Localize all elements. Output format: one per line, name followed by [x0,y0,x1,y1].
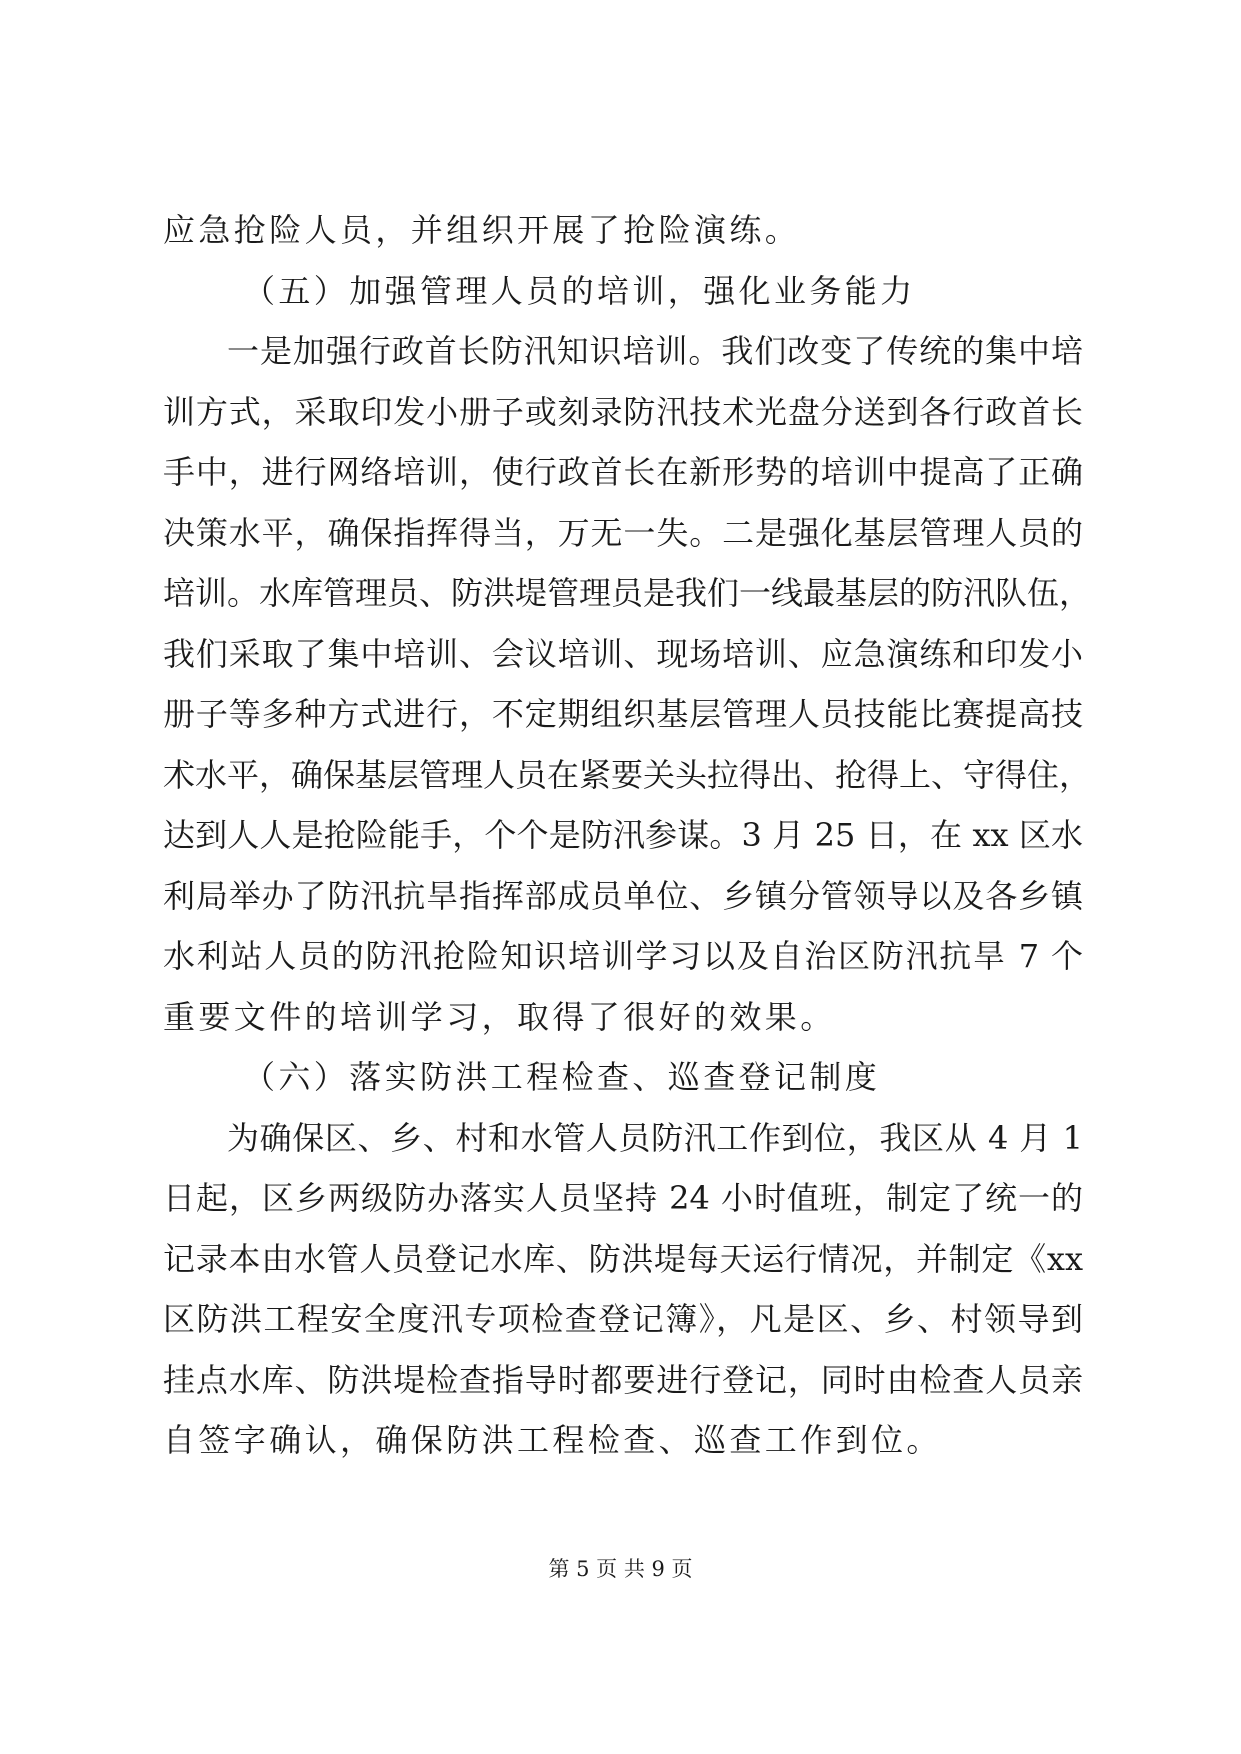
text-line: 自签字确认，确保防洪工程检查、巡查工作到位。 [163,1421,942,1459]
text-line: 应急抢险人员，并组织开展了抢险演练。 [163,211,801,249]
text-line: 记录本由水管人员登记水库、防洪堤每天运行情况，并制定《xx [163,1239,1083,1278]
page-number-footer: 第 5 页 共 9 页 [548,1557,693,1581]
text-line: 挂点水库、防洪堤检查指导时都要进行登记，同时由检查人员亲 [163,1360,1083,1399]
section-heading-5: （五）加强管理人员的培训，强化业务能力 [243,271,916,310]
text-line: 训方式，采取印发小册子或刻录防汛技术光盘分送到各行政首长 [163,392,1083,431]
text-line: 区防洪工程安全度汛专项检查登记簿》，凡是区、乡、村领导到 [163,1300,1083,1338]
text-line: 术水平，确保基层管理人员在紧要关头拉得出、抢得上、守得住， [163,755,1092,794]
text-line: 为确保区、乡、村和水管人员防汛工作到位，我区从 4 月 1 [227,1118,1083,1157]
text-line: 利局举办了防汛抗旱指挥部成员单位、乡镇分管领导以及各乡镇 [163,876,1083,915]
text-line: 重要文件的培训学习，取得了很好的效果。 [163,997,836,1036]
text-line: 决策水平，确保指挥得当，万无一失。二是强化基层管理人员的 [163,513,1083,552]
document-body [163,200,1092,1471]
text-line: 水利站人员的防汛抢险知识培训学习以及自治区防汛抗旱 7 个 [163,937,1083,975]
text-line: 培训。水库管理员、防洪堤管理员是我们一线最基层的防汛队伍， [163,574,1092,612]
text-line: 一是加强行政首长防汛知识培训。我们改变了传统的集中培 [227,332,1083,370]
text-line: 我们采取了集中培训、会议培训、现场培训、应急演练和印发小 [163,634,1083,673]
text-line: 册子等多种方式进行，不定期组织基层管理人员技能比赛提高技 [163,695,1083,733]
text-line: 日起，区乡两级防办落实人员坚持 24 小时值班，制定了统一的 [163,1179,1083,1217]
section-heading-6: （六）落实防洪工程检查、巡查登记制度 [243,1058,881,1096]
text-line: 达到人人是抢险能手，个个是防汛参谋。3 月 25 日，在 xx 区水 [163,816,1083,854]
text-line: 手中，进行网络培训，使行政首长在新形势的培训中提高了正确 [163,453,1083,491]
